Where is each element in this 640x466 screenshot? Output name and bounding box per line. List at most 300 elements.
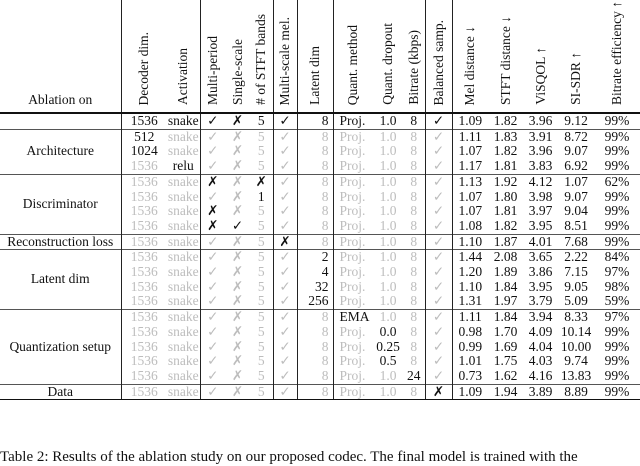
cell-multi-period: ✗ — [200, 204, 225, 219]
cell-si-sdr: 5.09 — [564, 293, 588, 309]
cell-decoder-dim: 1536 — [121, 310, 167, 325]
group-label: Data — [0, 384, 121, 400]
header-multi-period — [200, 0, 225, 113]
cell-bitrate: 8 — [410, 278, 418, 294]
cell-single-scale: ✗ — [231, 323, 244, 339]
header-visqol — [523, 0, 558, 113]
cell-si-sdr: 7.68 — [558, 234, 594, 250]
group-label — [0, 113, 121, 129]
cell-bitrate: 8 — [410, 158, 418, 174]
cell-bitrate: 8 — [403, 310, 425, 325]
cell-activation: snake — [167, 367, 199, 383]
cell-quant-dropout: 1.0 — [373, 384, 403, 400]
cell-single-scale: ✗ — [231, 188, 244, 204]
cell-decoder-dim: 1536 — [121, 219, 167, 234]
cell-si-sdr: 10.00 — [560, 338, 592, 354]
cell-visqol: 3.83 — [528, 158, 553, 174]
cell-stft-bands: 5 — [257, 278, 265, 294]
cell-bitrate: 8 — [410, 188, 418, 204]
header-balanced-sampling — [425, 0, 452, 113]
cell-latent-dim: 8 — [297, 113, 333, 129]
table-row — [0, 250, 640, 265]
group-label: Latent dim — [0, 250, 121, 310]
cell-multi-scale-mel: ✓ — [273, 354, 297, 369]
header-quant-dropout — [373, 0, 403, 113]
cell-single-scale: ✗ — [225, 113, 250, 129]
cell-single-scale: ✗ — [231, 203, 244, 219]
cell-si-sdr: 2.22 — [558, 250, 594, 265]
cell-visqol: 3.96 — [528, 143, 553, 159]
cell-quant-dropout: 1.0 — [373, 113, 403, 129]
cell-stft-bands: 5 — [257, 264, 265, 280]
cell-stft-bands: ✗ — [250, 174, 273, 189]
cell-activation: snake — [167, 217, 199, 233]
cell-decoder-dim: 1536 — [121, 340, 167, 355]
cell-single-scale: ✗ — [231, 143, 244, 159]
cell-bitrate: 8 — [403, 113, 425, 129]
cell-activation: snake — [167, 143, 199, 159]
cell-quant-dropout: 0.0 — [379, 323, 397, 339]
cell-stft-bands: 5 — [257, 293, 265, 309]
cell-stft-distance: 1.81 — [493, 203, 518, 219]
header-bitrate-efficiency — [594, 0, 640, 113]
cell-balanced-sampling: ✓ — [425, 340, 452, 355]
cell-stft-bands: 5 — [250, 310, 273, 325]
cell-quant-method: Proj. — [333, 219, 373, 234]
cell-mel-distance: 1.01 — [452, 354, 488, 369]
cell-latent-dim: 32 — [297, 280, 333, 295]
cell-stft-bands: 5 — [257, 323, 265, 339]
cell-activation: snake — [167, 188, 199, 204]
cell-multi-scale-mel: ✓ — [273, 159, 297, 174]
cell-si-sdr: 7.15 — [564, 264, 588, 280]
cell-bitrate-efficiency: 99% — [604, 143, 630, 159]
cell-bitrate-efficiency: 84% — [594, 250, 640, 265]
header-si-sdr — [558, 0, 594, 113]
cell-bitrate-efficiency: 59% — [604, 293, 630, 309]
cell-multi-scale-mel: ✓ — [273, 129, 297, 144]
header-multi-scale-mel — [273, 0, 297, 113]
cell-stft-distance: 1.69 — [493, 338, 518, 354]
cell-balanced-sampling: ✓ — [425, 280, 452, 295]
cell-balanced-sampling: ✓ — [425, 369, 452, 384]
cell-multi-scale-mel: ✓ — [273, 113, 297, 129]
cell-activation: snake — [167, 128, 199, 144]
cell-single-scale: ✗ — [225, 129, 250, 144]
cell-bitrate-efficiency: 99% — [594, 384, 640, 400]
cell-visqol: 3.79 — [528, 293, 553, 309]
cell-balanced-sampling: ✓ — [425, 144, 452, 159]
cell-multi-scale-mel: ✓ — [273, 294, 297, 309]
cell-bitrate: 8 — [410, 264, 418, 280]
cell-multi-scale-mel: ✓ — [273, 144, 297, 159]
cell-activation: snake — [167, 113, 199, 128]
header-label: Mel distance ↓ — [462, 25, 478, 105]
cell-si-sdr: 13.83 — [560, 367, 592, 383]
cell-visqol: 3.91 — [523, 129, 558, 144]
cell-quant-dropout: 1.0 — [373, 174, 403, 189]
cell-quant-method: EMA — [333, 310, 373, 325]
cell-quant-method: Proj. — [333, 340, 373, 355]
cell-bitrate: 8 — [403, 174, 425, 189]
cell-stft-distance: 1.75 — [493, 353, 518, 369]
cell-visqol: 4.09 — [528, 323, 553, 339]
cell-mel-distance: 1.09 — [452, 384, 488, 400]
cell-quant-method: Proj. — [333, 294, 373, 309]
cell-quant-dropout: 1.0 — [379, 203, 397, 219]
cell-activation: snake — [167, 173, 199, 189]
cell-single-scale: ✗ — [225, 384, 250, 400]
cell-stft-distance: 1.82 — [493, 217, 518, 233]
cell-mel-distance: 1.09 — [452, 113, 488, 129]
cell-multi-scale-mel: ✓ — [273, 174, 297, 189]
cell-latent-dim: 8 — [297, 174, 333, 189]
cell-quant-method: Proj. — [333, 144, 373, 159]
cell-activation: snake — [167, 323, 199, 339]
cell-latent-dim: 4 — [297, 265, 333, 280]
cell-si-sdr: 9.07 — [564, 188, 588, 204]
cell-latent-dim: 2 — [297, 250, 333, 265]
cell-multi-period: ✓ — [200, 144, 225, 159]
cell-stft-bands: 5 — [250, 129, 273, 144]
cell-bitrate-efficiency: 99% — [594, 234, 640, 250]
cell-latent-dim: 8 — [297, 354, 333, 369]
cell-latent-dim: 8 — [297, 204, 333, 219]
cell-quant-method: Proj. — [333, 325, 373, 340]
cell-balanced-sampling: ✓ — [425, 325, 452, 340]
cell-decoder-dim: 1536 — [121, 369, 167, 384]
header-quant-method — [333, 0, 373, 113]
cell-single-scale: ✗ — [225, 250, 250, 265]
header-stft-bands — [250, 0, 273, 113]
cell-multi-scale-mel: ✓ — [273, 310, 297, 325]
cell-visqol: 3.97 — [528, 203, 553, 219]
cell-multi-period: ✗ — [200, 219, 225, 234]
cell-bitrate: 8 — [403, 129, 425, 144]
cell-single-scale: ✗ — [231, 278, 244, 294]
cell-stft-distance: 1.84 — [488, 310, 523, 325]
cell-multi-period: ✓ — [200, 354, 225, 369]
cell-mel-distance: 1.07 — [452, 190, 488, 205]
cell-multi-period: ✗ — [200, 174, 225, 189]
cell-si-sdr: 8.72 — [558, 129, 594, 144]
cell-multi-period: ✓ — [200, 280, 225, 295]
cell-multi-scale-mel: ✓ — [273, 219, 297, 234]
cell-single-scale: ✗ — [231, 264, 244, 280]
cell-mel-distance: 1.17 — [452, 159, 488, 174]
cell-stft-bands: 5 — [250, 384, 273, 400]
header-label: STFT distance ↓ — [497, 16, 513, 105]
cell-latent-dim: 8 — [297, 159, 333, 174]
cell-stft-bands: 5 — [257, 217, 265, 233]
cell-bitrate-efficiency: 97% — [604, 264, 630, 280]
cell-multi-scale-mel: ✓ — [273, 369, 297, 384]
cell-activation: snake — [167, 338, 199, 354]
table-row — [0, 384, 640, 400]
cell-bitrate-efficiency: 99% — [604, 203, 630, 219]
cell-mel-distance: 0.73 — [452, 369, 488, 384]
cell-latent-dim: 8 — [297, 369, 333, 384]
cell-visqol: 4.04 — [528, 338, 553, 354]
cell-bitrate: 8 — [410, 293, 418, 309]
cell-quant-method: Proj. — [333, 190, 373, 205]
cell-si-sdr: 9.05 — [564, 278, 588, 294]
cell-bitrate: 8 — [410, 143, 418, 159]
header-bitrate — [403, 0, 425, 113]
cell-multi-scale-mel: ✓ — [273, 250, 297, 265]
header-label: Single-scale — [229, 39, 245, 105]
cell-multi-period: ✓ — [200, 234, 225, 250]
cell-visqol: 3.98 — [528, 188, 553, 204]
header-label: SI-SDR ↑ — [568, 52, 583, 105]
cell-stft-distance: 1.81 — [493, 158, 518, 174]
cell-si-sdr: 9.12 — [558, 113, 594, 129]
cell-latent-dim: 8 — [297, 310, 333, 325]
header-latent-dim — [297, 0, 333, 113]
cell-mel-distance: 1.20 — [452, 265, 488, 280]
cell-balanced-sampling: ✓ — [425, 219, 452, 234]
cell-balanced-sampling: ✓ — [425, 190, 452, 205]
group-label: Reconstruction loss — [0, 234, 121, 250]
header-label: Bitrate (kbps) — [405, 30, 421, 105]
table-caption: Table 2: Results of the ablation study on our proposed codec. The final model is trained with the — [0, 449, 578, 465]
cell-stft-distance: 1.92 — [488, 174, 523, 189]
cell-mel-distance: 0.98 — [452, 325, 488, 340]
cell-bitrate: 24 — [407, 367, 421, 383]
cell-latent-dim: 8 — [297, 234, 333, 250]
cell-balanced-sampling: ✓ — [425, 250, 452, 265]
cell-bitrate-efficiency: 99% — [604, 188, 630, 204]
cell-mel-distance: 1.11 — [452, 310, 488, 325]
cell-latent-dim: 8 — [297, 219, 333, 234]
cell-visqol: 3.86 — [528, 264, 553, 280]
cell-visqol: 3.95 — [528, 217, 553, 233]
cell-si-sdr: 9.07 — [564, 143, 588, 159]
cell-balanced-sampling: ✓ — [425, 159, 452, 174]
cell-visqol: 3.95 — [528, 278, 553, 294]
cell-single-scale: ✗ — [225, 310, 250, 325]
cell-balanced-sampling: ✓ — [425, 204, 452, 219]
header-label: Latent dim — [307, 46, 322, 105]
cell-quant-dropout: 1.0 — [373, 310, 403, 325]
table-header-row — [0, 0, 640, 113]
cell-stft-distance: 1.62 — [493, 367, 518, 383]
cell-latent-dim: 8 — [297, 190, 333, 205]
cell-quant-dropout: 1.0 — [373, 129, 403, 144]
cell-multi-scale-mel: ✓ — [273, 265, 297, 280]
cell-latent-dim: 8 — [297, 384, 333, 400]
cell-bitrate: 8 — [410, 353, 418, 369]
cell-single-scale: ✗ — [231, 158, 244, 174]
cell-visqol: 3.94 — [523, 310, 558, 325]
group-label: Discriminator — [0, 174, 121, 234]
cell-stft-distance: 1.94 — [488, 384, 523, 400]
cell-decoder-dim: 1536 — [121, 384, 167, 400]
cell-multi-scale-mel: ✓ — [273, 280, 297, 295]
cell-bitrate: 8 — [410, 338, 418, 354]
cell-decoder-dim: 1536 — [121, 354, 167, 369]
cell-bitrate-efficiency: 99% — [604, 367, 630, 383]
header-activation — [167, 0, 200, 113]
cell-stft-bands: 5 — [257, 203, 265, 219]
cell-si-sdr: 9.04 — [564, 203, 588, 219]
cell-mel-distance: 1.13 — [452, 174, 488, 189]
cell-activation: snake — [167, 233, 199, 249]
cell-visqol: 4.12 — [523, 174, 558, 189]
cell-multi-period: ✓ — [200, 369, 225, 384]
header-label: Bitrate efficiency ↑ — [609, 1, 624, 105]
cell-single-scale: ✗ — [231, 338, 244, 354]
cell-bitrate: 8 — [403, 250, 425, 265]
cell-si-sdr: 1.07 — [558, 174, 594, 189]
group-label: Architecture — [0, 129, 121, 174]
cell-bitrate-efficiency: 97% — [594, 310, 640, 325]
cell-stft-distance: 2.08 — [488, 250, 523, 265]
cell-visqol: 4.16 — [528, 367, 553, 383]
cell-stft-distance: 1.84 — [493, 278, 518, 294]
cell-single-scale: ✗ — [231, 367, 244, 383]
cell-multi-scale-mel: ✓ — [273, 340, 297, 355]
cell-latent-dim: 8 — [297, 340, 333, 355]
cell-stft-distance: 1.97 — [493, 293, 518, 309]
cell-decoder-dim: 1536 — [121, 113, 167, 129]
header-decoder-dim — [121, 0, 167, 113]
cell-multi-period: ✓ — [200, 113, 225, 129]
cell-decoder-dim: 1024 — [121, 144, 167, 159]
cell-stft-distance: 1.87 — [488, 234, 523, 250]
cell-balanced-sampling: ✓ — [425, 113, 452, 129]
cell-multi-scale-mel: ✓ — [273, 384, 297, 400]
cell-si-sdr: 6.92 — [564, 158, 588, 174]
cell-multi-period: ✓ — [200, 250, 225, 265]
cell-stft-bands: 5 — [257, 143, 265, 159]
cell-decoder-dim: 1536 — [121, 234, 167, 250]
cell-bitrate-efficiency: 99% — [604, 158, 630, 174]
cell-decoder-dim: 1536 — [121, 280, 167, 295]
cell-activation: snake — [167, 249, 199, 265]
cell-multi-scale-mel: ✗ — [273, 234, 297, 250]
cell-mel-distance: 1.07 — [452, 204, 488, 219]
header-label: Activation — [175, 48, 191, 105]
cell-activation: snake — [167, 383, 199, 399]
cell-si-sdr: 8.51 — [564, 217, 588, 233]
cell-stft-bands: 5 — [250, 250, 273, 265]
cell-mel-distance: 1.10 — [452, 280, 488, 295]
cell-mel-distance: 1.07 — [452, 144, 488, 159]
cell-decoder-dim: 1536 — [121, 250, 167, 265]
cell-bitrate-efficiency: 99% — [604, 323, 630, 339]
cell-stft-distance: 1.89 — [493, 264, 518, 280]
cell-visqol: 3.89 — [523, 384, 558, 400]
cell-quant-dropout: 1.0 — [379, 293, 397, 309]
cell-bitrate: 8 — [410, 203, 418, 219]
cell-multi-period: ✓ — [200, 159, 225, 174]
cell-stft-bands: 5 — [250, 113, 273, 129]
cell-stft-bands: 5 — [257, 353, 265, 369]
cell-decoder-dim: 1536 — [121, 174, 167, 189]
header-label: Multi-period — [204, 36, 220, 105]
cell-decoder-dim: 1536 — [121, 265, 167, 280]
cell-multi-period: ✓ — [200, 265, 225, 280]
cell-visqol: 4.03 — [528, 353, 553, 369]
cell-balanced-sampling: ✓ — [425, 234, 452, 250]
cell-quant-method: Proj. — [333, 280, 373, 295]
cell-mel-distance: 1.10 — [452, 234, 488, 250]
group-label: Quantization setup — [0, 310, 121, 385]
cell-quant-method: Proj. — [333, 113, 373, 129]
cell-quant-method: Proj. — [333, 159, 373, 174]
cell-si-sdr: 8.33 — [558, 310, 594, 325]
cell-stft-bands: 5 — [257, 158, 265, 174]
cell-balanced-sampling: ✓ — [425, 265, 452, 280]
cell-multi-scale-mel: ✓ — [273, 325, 297, 340]
cell-balanced-sampling: ✓ — [425, 174, 452, 189]
cell-decoder-dim: 1536 — [121, 204, 167, 219]
cell-si-sdr: 10.14 — [560, 323, 592, 339]
cell-multi-scale-mel: ✓ — [273, 190, 297, 205]
cell-balanced-sampling: ✓ — [425, 354, 452, 369]
header-label: ViSQOL ↑ — [532, 47, 548, 105]
cell-si-sdr: 9.74 — [564, 353, 588, 369]
cell-activation: snake — [167, 353, 199, 369]
cell-quant-method: Proj. — [333, 129, 373, 144]
cell-balanced-sampling: ✓ — [425, 294, 452, 309]
cell-quant-method: Proj. — [333, 384, 373, 400]
cell-decoder-dim: 1536 — [121, 190, 167, 205]
cell-bitrate-efficiency: 99% — [594, 113, 640, 129]
cell-activation: snake — [167, 293, 199, 309]
cell-latent-dim: 256 — [297, 294, 333, 309]
cell-visqol: 4.01 — [523, 234, 558, 250]
cell-bitrate-efficiency: 99% — [604, 353, 630, 369]
cell-quant-dropout: 1.0 — [373, 250, 403, 265]
header-label: Multi-scale mel. — [277, 16, 292, 105]
cell-bitrate-efficiency: 62% — [594, 174, 640, 189]
cell-bitrate: 8 — [410, 323, 418, 339]
cell-latent-dim: 8 — [297, 144, 333, 159]
header-stft-distance — [488, 0, 523, 113]
cell-balanced-sampling: ✓ — [425, 310, 452, 325]
header-label: Quant. method — [345, 24, 361, 105]
cell-quant-dropout: 0.5 — [379, 353, 397, 369]
cell-multi-period: ✓ — [200, 384, 225, 400]
cell-activation: snake — [167, 203, 199, 219]
cell-stft-bands: 1 — [257, 188, 265, 204]
cell-bitrate-efficiency: 99% — [594, 129, 640, 144]
cell-activation: relu — [172, 158, 194, 174]
cell-multi-period: ✓ — [200, 129, 225, 144]
cell-quant-method: Proj. — [333, 369, 373, 384]
cell-stft-distance: 1.80 — [493, 188, 518, 204]
cell-balanced-sampling: ✗ — [425, 384, 452, 400]
cell-single-scale: ✗ — [225, 174, 250, 189]
cell-stft-bands: 5 — [257, 338, 265, 354]
table-row — [0, 129, 640, 144]
header-label: Decoder dim. — [136, 31, 152, 105]
cell-quant-method: Proj. — [333, 174, 373, 189]
cell-stft-distance: 1.82 — [493, 143, 518, 159]
cell-quant-dropout: 0.25 — [376, 338, 400, 354]
cell-stft-bands: 5 — [250, 234, 273, 250]
cell-mel-distance: 1.31 — [452, 294, 488, 309]
table-row — [0, 174, 640, 189]
header-label: Quant. dropout — [380, 23, 395, 105]
cell-quant-dropout: 1.0 — [379, 158, 397, 174]
cell-single-scale: ✗ — [231, 293, 244, 309]
cell-quant-dropout: 1.0 — [379, 367, 397, 383]
cell-single-scale: ✗ — [231, 353, 244, 369]
cell-quant-method: Proj. — [333, 265, 373, 280]
